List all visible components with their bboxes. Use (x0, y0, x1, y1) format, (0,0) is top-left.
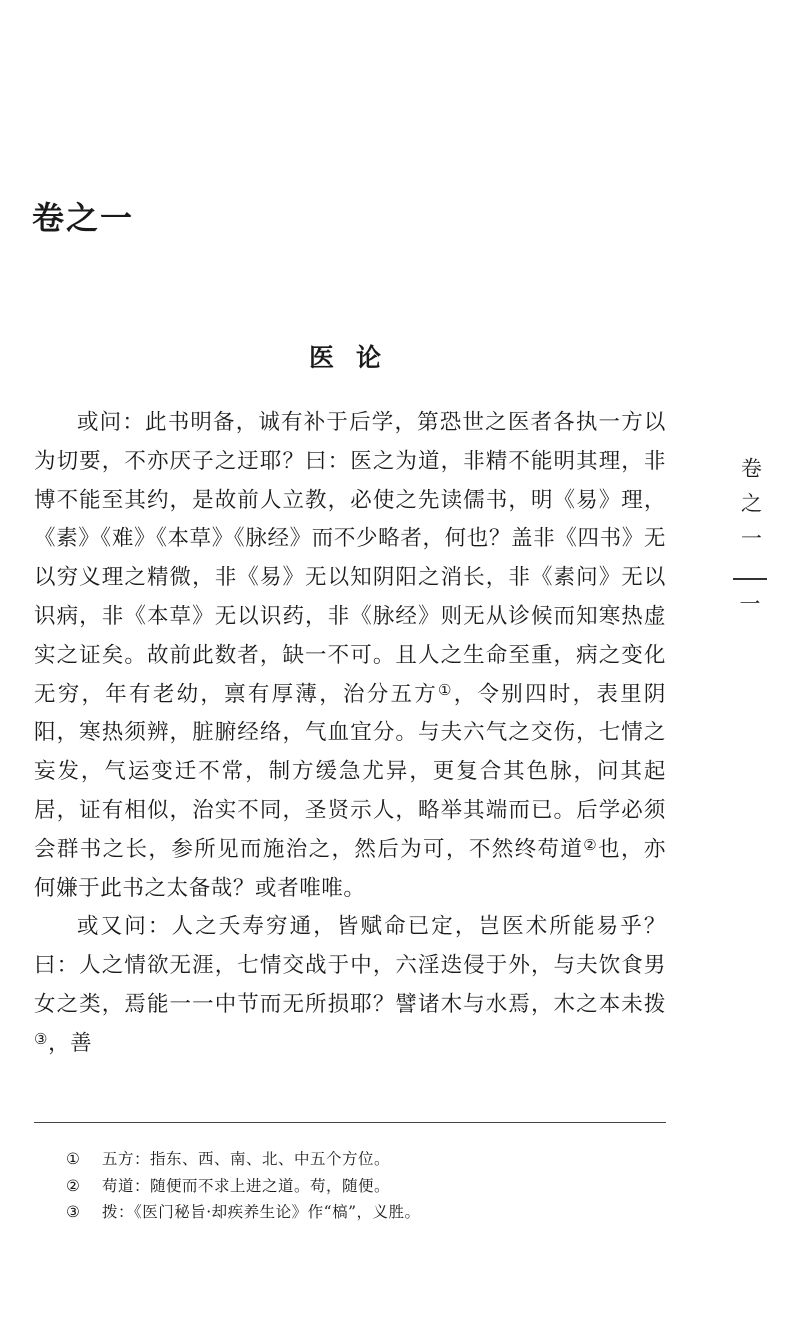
footnote-list (66, 1146, 666, 1226)
footnote-text: 五方：指东、西、南、北、中五个方位。 (102, 1150, 391, 1168)
footnote-mark: ① (66, 1150, 81, 1168)
footnote-text: 苟道：随便而不求上进之道。苟，随便。 (102, 1176, 391, 1195)
footnote-mark: ③ (66, 1203, 81, 1221)
paragraph-text: 或问：此书明备，诚有补于后学，第恐世之医者各执一方以为切要，不亦厌子之迂耶？曰：医之为道，非精不能明其理，非博不能至其约，是故前人立教，必使之先读儒书，明《易》理，《素》《难》《本草》《脉经》而不少略者，何也？盖非《四书》无以穷义理之精微，非《易》无以知阴阳之消长，非《素问》无以识病，非《本草》无以识药，非《脉经》则无从诊候而知寒热虚实之证矣。故前此数者，缺一不可。且人之生命至重，病之变化无穷，年有老幼，禀有厚薄，治分五方 (34, 410, 666, 707)
footnote (66, 1173, 666, 1200)
volume-title: 卷之一 (32, 199, 135, 237)
footnote-reference: ③ (34, 1029, 49, 1048)
footnote-divider (34, 1122, 666, 1123)
footnote-reference: ② (583, 835, 599, 854)
body-text (34, 404, 666, 1064)
page-number: 一 (739, 592, 761, 616)
paragraph-text: 或又问：人之夭寿穷通，皆赋命已定，岂医术所能易乎？曰：人之情欲无涯，七情交战于中，六淫迭侵于外，与夫饮食男女之类，焉能一一中节而无所损耶？譬诸木与水焉，木之本未拨 (34, 914, 666, 1017)
footnote-reference: ① (438, 680, 454, 699)
section-title: 医论 (309, 343, 404, 372)
footnote (66, 1146, 666, 1173)
running-header (730, 457, 770, 615)
paragraph-text: 也，亦何嫌于此书之太备哉？或者唯唯。 (34, 836, 666, 901)
paragraph (34, 908, 666, 1063)
running-header-divider (733, 578, 767, 580)
paragraph-text: ，善 (48, 1030, 93, 1056)
footnote (66, 1199, 666, 1226)
footnote-mark: ② (66, 1176, 81, 1195)
footnote-text: 拨：《医门秘旨·却疾养生论》作“槁”，义胜。 (102, 1203, 421, 1221)
running-header-title: 卷之一 (738, 457, 763, 562)
paragraph-text: ，令别四时，表里阴阳，寒热须辨，脏腑经络，气血宜分。与夫六气之交伤，七情之妄发，气运变迁不常，制方缓急尤异，更复合其色脉，问其起居，证有相似，治实不同，圣贤示人，略举其端而已。后学必须会群书之长，参所见而施治之，然后为可，不然终苟道 (34, 681, 666, 862)
paragraph (34, 404, 666, 908)
